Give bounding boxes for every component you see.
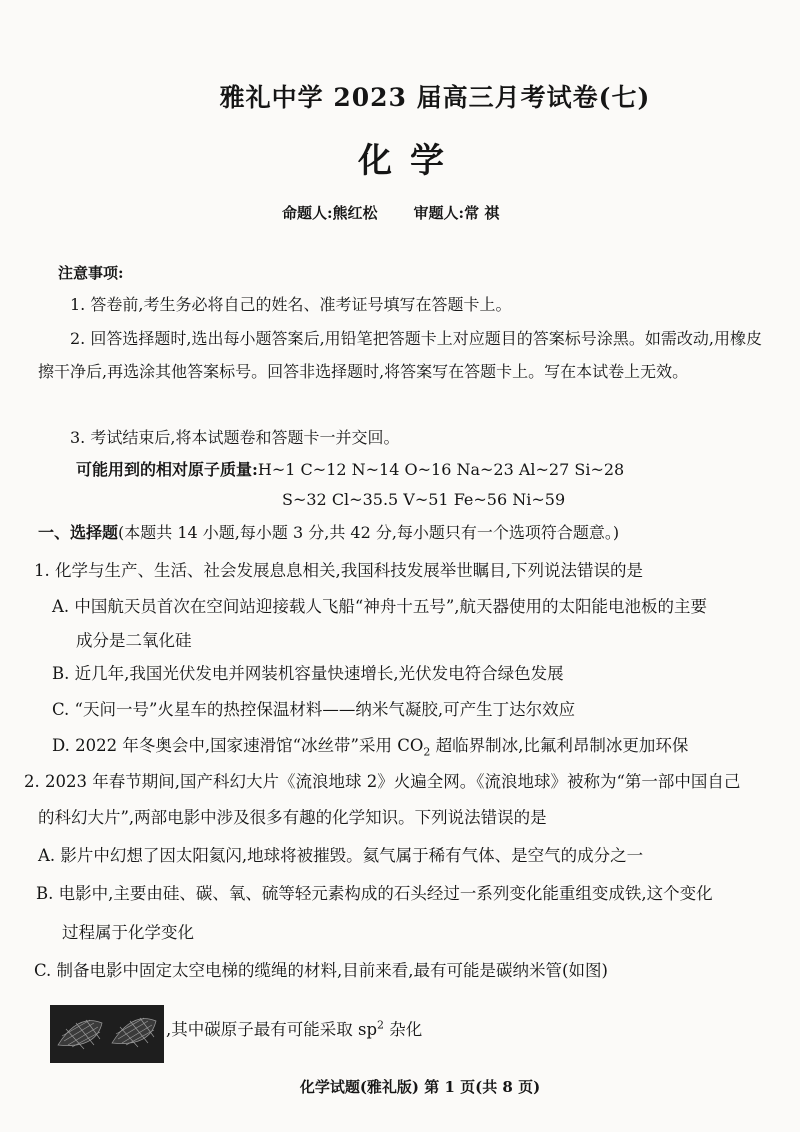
note-item-3: 3. 考试结束后,将本试题卷和答题卡一并交回。 (70, 428, 400, 447)
atomic-masses-row-1 (76, 457, 624, 480)
q1-option-c: C. “天问一号”火星车的热控保温材料——纳米气凝胶,可产生丁达尔效应 (52, 700, 576, 719)
q2-option-b-line2: 过程属于化学变化 (62, 923, 194, 942)
author-reviewer: 审题人:常 祺 (413, 204, 500, 222)
carbon-nanotube-image (50, 1005, 164, 1063)
authors-line (282, 202, 499, 223)
q2-option-c-text-end: 杂化 (384, 1020, 423, 1039)
atomic-masses-values-1: H~1 C~12 N~14 O~16 Na~23 Al~27 Si~28 (257, 460, 625, 479)
note-item-1: 1. 答卷前,考生务必将自己的姓名、准考证号填写在答题卡上。 (70, 295, 512, 314)
q1-option-d-text: D. 2022 年冬奥会中,国家速滑馆“冰丝带”采用 CO (52, 736, 424, 755)
q1-option-a-line1: A. 中国航天员首次在空间站迎接载人飞船“神舟十五号”,航天器使用的太阳能电池板的主要 (52, 597, 708, 616)
q2-option-a: A. 影片中幻想了因太阳氦闪,地球将被摧毁。氦气属于稀有气体、是空气的成分之一 (38, 846, 644, 865)
q2-option-b-line1: B. 电影中,主要由硅、碳、氧、硫等轻元素构成的石头经过一系列变化能重组变成铁,这个变化 (36, 884, 713, 903)
q1-option-d-text-end: 超临界制冰,比氟利昂制冰更加环保 (430, 736, 689, 755)
q2-option-c-line2 (166, 1016, 422, 1040)
q2-stem-line2: 的科幻大片”,两部电影中涉及很多有趣的化学知识。下列说法错误的是 (38, 808, 547, 827)
q2-option-c-line1: C. 制备电影中固定太空电梯的缆绳的材料,目前来看,最有可能是碳纳米管(如图) (34, 961, 608, 980)
section-desc: (本题共 14 小题,每小题 3 分,共 42 分,每小题只有一个选项符合题意。) (118, 523, 620, 542)
q2-option-c-text: ,其中碳原子最有可能采取 sp (166, 1020, 378, 1039)
q1-stem: 1. 化学与生产、生活、社会发展息息相关,我国科技发展举世瞩目,下列说法错误的是 (34, 561, 643, 580)
subject-title: 化学 (358, 141, 462, 181)
q2-stem-line1: 2. 2023 年春节期间,国产科幻大片《流浪地球 2》火遍全网。《流浪地球》被称为“第一部中国自己 (24, 772, 741, 791)
carbon-nanotube-drawing (50, 1005, 164, 1063)
author-setter: 命题人:熊红松 (282, 204, 378, 222)
q1-option-a-line2: 成分是二氧化硅 (76, 631, 192, 650)
q1-option-b: B. 近几年,我国光伏发电并网装机容量快速增长,光伏发电符合绿色发展 (52, 664, 564, 683)
page-footer: 化学试题(雅礼版) 第 1 页(共 8 页) (299, 1078, 541, 1096)
section-heading (38, 520, 619, 543)
co2-subscript: 2 (423, 745, 431, 759)
section-title: 一、选择题 (38, 523, 119, 542)
exam-title: 雅礼中学 2023 届高三月考试卷(七) (219, 83, 651, 112)
atomic-masses-values-2: S~32 Cl~35.5 V~51 Fe~56 Ni~59 (282, 490, 566, 509)
atomic-masses-label: 可能用到的相对原子质量: (76, 460, 258, 479)
notes-heading: 注意事项: (58, 264, 124, 282)
note-item-2: 2. 回答选择题时,选出每小题答案后,用铅笔把答题卡上对应题目的答案标号涂黑。如需改动,用橡皮擦干净后,再选涂其他答案标号。回答非选择题时,将答案写在答题卡上。写在本试卷上无效。 (38, 329, 762, 381)
q1-option-d (52, 732, 688, 758)
sp2-superscript: 2 (377, 1018, 385, 1032)
